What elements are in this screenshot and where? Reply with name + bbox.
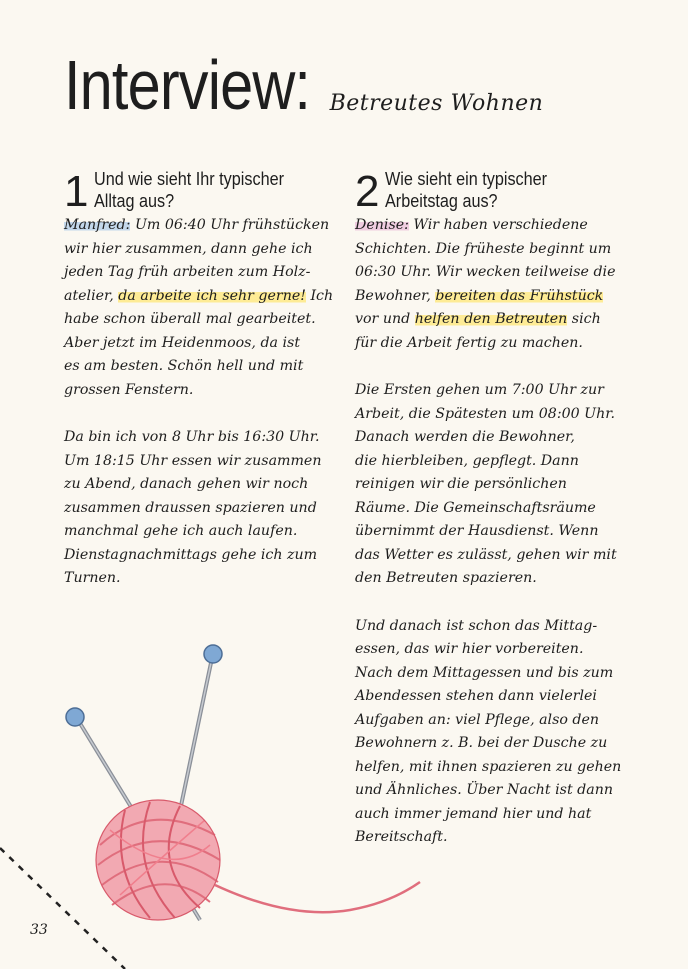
question-1-column <box>64 166 339 591</box>
text-line: Da bin ich von 8 Uhr bis 16:30 Uhr. <box>64 429 320 445</box>
text-line: Turnen. <box>64 570 121 586</box>
text-span: vor und <box>355 311 415 327</box>
text-line: manchmal gehe ich auch laufen. <box>64 523 298 539</box>
answer-2-paragraph-2 <box>355 379 625 591</box>
text-line: für die Arbeit fertig zu machen. <box>355 334 583 351</box>
text-span: Ich <box>305 287 334 304</box>
text-line: auch immer jemand hier und hat <box>355 805 592 822</box>
text-line: übernimmt der Hausdienst. Wenn <box>355 523 599 539</box>
text-line: Nach dem Mittagessen und bis zum <box>355 664 614 681</box>
text-span: Wir haben verschiedene <box>408 217 588 233</box>
text-line: zu Abend, danach gehen wir noch <box>64 476 309 492</box>
page-title <box>64 46 544 124</box>
text-line: es am besten. Schön hell und mit <box>64 358 304 374</box>
text-line: essen, das wir hier vorbereiten. <box>355 641 584 657</box>
text-line <box>64 285 339 309</box>
text-line <box>355 214 625 238</box>
text-line: wir hier zusammen, dann gehe ich <box>64 240 313 257</box>
answer-1-paragraph-2 <box>64 426 339 591</box>
highlight: da arbeite ich sehr gerne! <box>118 287 306 304</box>
question-1-number: 1 <box>64 167 89 216</box>
text-line: zusammen draussen spazieren und <box>64 499 317 516</box>
page-number: 33 <box>30 922 48 938</box>
text-line: das Wetter es zulässt, gehen wir mit <box>355 546 617 563</box>
text-line <box>355 285 625 309</box>
highlight: bereiten das Frühstück <box>435 287 604 304</box>
text-line: Bewohnern z. B. bei der Dusche zu <box>355 735 608 751</box>
yarn-ball-illustration <box>0 620 430 969</box>
highlight: helfen den Betreuten <box>414 311 568 327</box>
question-2 <box>355 166 625 214</box>
text-line: Räume. Die Gemeinschaftsräume <box>355 499 596 516</box>
answer-1-paragraph-1 <box>64 214 339 402</box>
text-line <box>64 214 339 238</box>
text-line: 06:30 Uhr. Wir wecken teilweise die <box>355 264 616 280</box>
text-line: Arbeit, die Spätesten um 08:00 Uhr. <box>355 405 615 422</box>
text-span: atelier, <box>64 287 119 304</box>
text-line: habe schon überall mal gearbeitet. <box>64 311 316 327</box>
text-line: Um 18:15 Uhr essen wir zusammen <box>64 452 322 469</box>
title-sub: Betreutes Wohnen <box>329 91 544 116</box>
title-main: Interview: <box>64 46 311 124</box>
yarn-ball-icon <box>96 800 220 920</box>
speaker-denise: Denise: <box>355 217 409 233</box>
knitting-needle-icon <box>178 645 222 820</box>
yarn-strand <box>215 882 420 912</box>
text-line: Aber jetzt im Heidenmoos, da ist <box>64 334 301 351</box>
question-1 <box>64 166 339 214</box>
question-2-number: 2 <box>355 167 380 216</box>
text-span: Bewohner, <box>355 287 436 304</box>
text-line: jeden Tag früh arbeiten zum Holz- <box>64 264 311 280</box>
text-line: grossen Fenstern. <box>64 381 194 398</box>
text-line: die hierbleiben, gepflegt. Dann <box>355 452 579 469</box>
text-line: helfen, mit ihnen spazieren zu gehen <box>355 758 622 775</box>
text-line: Bereitschaft. <box>355 829 448 845</box>
text-line: Dienstagnachmittags gehe ich zum <box>64 546 318 563</box>
text-line: Schichten. Die früheste beginnt um <box>355 240 612 257</box>
speaker-manfred: Manfred: <box>64 217 131 233</box>
text-line: Und danach ist schon das Mittag- <box>355 617 598 634</box>
text-line: und Ähnliches. Über Nacht ist dann <box>355 782 613 798</box>
text-line: reinigen wir die persönlichen <box>355 476 567 492</box>
answer-2-paragraph-1 <box>355 214 625 355</box>
text-line <box>355 308 625 332</box>
question-1-text: Und wie sieht Ihr typischer Alltag aus? <box>94 169 285 211</box>
text-line: Die Ersten gehen um 7:00 Uhr zur <box>355 382 604 398</box>
text-line: Aufgaben an: viel Pflege, also den <box>355 711 600 728</box>
text-span: Um 06:40 Uhr frühstücken <box>134 217 330 233</box>
text-span: sich <box>567 311 601 327</box>
text-line: Abendessen stehen dann vielerlei <box>355 688 597 704</box>
text-line: den Betreuten spazieren. <box>355 570 537 586</box>
question-2-text: Wie sieht ein typischer Arbeitstag aus? <box>385 169 548 211</box>
text-line: Danach werden die Bewohner, <box>355 429 575 445</box>
